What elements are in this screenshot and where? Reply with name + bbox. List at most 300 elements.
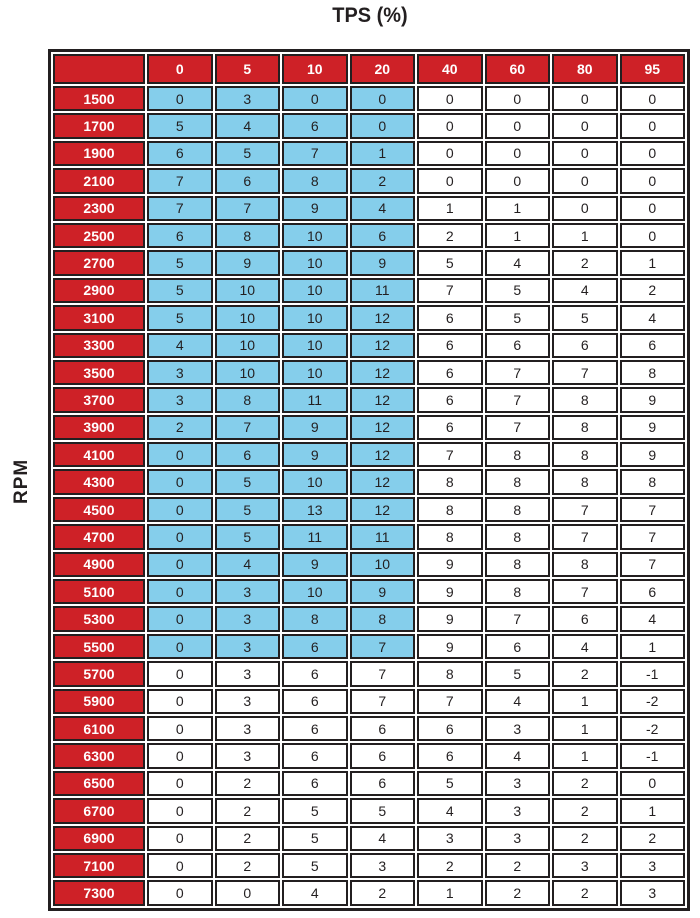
- map-value-cell: 0: [417, 113, 483, 138]
- map-value-cell: 11: [282, 524, 348, 549]
- map-value-cell: 9: [282, 552, 348, 577]
- table-row: [53, 798, 685, 823]
- map-value-cell: 3: [147, 360, 213, 385]
- map-value-cell: 0: [552, 196, 618, 221]
- map-value-cell: 7: [417, 689, 483, 714]
- map-value-cell: 10: [282, 469, 348, 494]
- map-value-cell: 10: [215, 305, 281, 330]
- map-value-cell: 0: [282, 86, 348, 111]
- map-value-cell: 10: [215, 333, 281, 358]
- map-value-cell: 1: [552, 716, 618, 741]
- rpm-label-cell-4900: 4900: [53, 552, 145, 577]
- map-value-cell: 6: [552, 333, 618, 358]
- table-row: [53, 524, 685, 549]
- map-value-cell: 9: [417, 606, 483, 631]
- map-value-cell: 5: [485, 278, 551, 303]
- map-value-cell: -1: [620, 743, 686, 768]
- map-value-cell: 4: [350, 196, 416, 221]
- corner-cell: [53, 54, 145, 84]
- map-value-cell: 6: [417, 360, 483, 385]
- map-value-cell: 4: [552, 634, 618, 659]
- map-value-cell: 3: [485, 771, 551, 796]
- map-value-cell: 2: [552, 798, 618, 823]
- map-value-cell: 5: [147, 113, 213, 138]
- map-value-cell: 6: [417, 415, 483, 440]
- map-value-cell: 0: [485, 86, 551, 111]
- map-value-cell: 12: [350, 305, 416, 330]
- rpm-label-cell-5700: 5700: [53, 661, 145, 686]
- map-value-cell: 8: [620, 360, 686, 385]
- map-value-cell: 0: [552, 168, 618, 193]
- rpm-label-cell-6300: 6300: [53, 743, 145, 768]
- map-value-cell: 10: [215, 360, 281, 385]
- map-value-cell: 7: [485, 387, 551, 412]
- table-header: [53, 54, 685, 84]
- map-value-cell: 8: [552, 442, 618, 467]
- rpm-axis-label: RPM: [11, 458, 32, 504]
- rpm-label-cell-5500: 5500: [53, 634, 145, 659]
- map-value-cell: 8: [417, 524, 483, 549]
- map-value-cell: 7: [350, 689, 416, 714]
- map-value-cell: 0: [147, 826, 213, 851]
- map-value-cell: 6: [485, 634, 551, 659]
- map-value-cell: 0: [147, 469, 213, 494]
- map-value-cell: 4: [620, 606, 686, 631]
- map-value-cell: 8: [552, 415, 618, 440]
- map-value-cell: 0: [147, 442, 213, 467]
- map-value-cell: 0: [147, 743, 213, 768]
- rpm-label-cell-3900: 3900: [53, 415, 145, 440]
- map-value-cell: 12: [350, 387, 416, 412]
- map-value-cell: 5: [215, 524, 281, 549]
- map-value-cell: 8: [282, 606, 348, 631]
- rpm-label-cell-2900: 2900: [53, 278, 145, 303]
- table-title: TPS (%): [332, 4, 408, 27]
- rpm-label-cell-3100: 3100: [53, 305, 145, 330]
- map-value-cell: 6: [620, 579, 686, 604]
- rpm-label-cell-3300: 3300: [53, 333, 145, 358]
- rpm-label-cell-1900: 1900: [53, 141, 145, 166]
- map-value-cell: 8: [485, 552, 551, 577]
- map-value-cell: 10: [350, 552, 416, 577]
- table-row: [53, 113, 685, 138]
- map-value-cell: 6: [350, 223, 416, 248]
- map-value-cell: 0: [350, 113, 416, 138]
- tps-header-cell-0: 0: [147, 54, 213, 84]
- table-row: [53, 497, 685, 522]
- map-value-cell: 0: [147, 497, 213, 522]
- map-value-cell: 6: [282, 716, 348, 741]
- map-value-cell: 6: [147, 141, 213, 166]
- map-value-cell: 7: [215, 415, 281, 440]
- map-value-cell: -2: [620, 716, 686, 741]
- map-value-cell: 8: [350, 606, 416, 631]
- map-value-cell: 0: [147, 771, 213, 796]
- map-value-cell: 0: [350, 86, 416, 111]
- table-row: [53, 771, 685, 796]
- map-value-cell: 10: [215, 278, 281, 303]
- map-value-cell: 5: [282, 798, 348, 823]
- map-value-cell: 12: [350, 469, 416, 494]
- map-value-cell: 0: [147, 880, 213, 906]
- map-value-cell: 9: [282, 196, 348, 221]
- map-value-cell: 6: [350, 743, 416, 768]
- map-value-cell: 5: [350, 798, 416, 823]
- map-value-cell: 6: [282, 113, 348, 138]
- map-value-cell: 8: [215, 223, 281, 248]
- map-value-cell: 0: [552, 113, 618, 138]
- tps-header-row: [53, 54, 685, 84]
- map-value-cell: 1: [552, 223, 618, 248]
- map-value-cell: 3: [485, 716, 551, 741]
- rpm-label-cell-1500: 1500: [53, 86, 145, 111]
- rpm-label-cell-2500: 2500: [53, 223, 145, 248]
- map-value-cell: 2: [215, 853, 281, 878]
- map-value-cell: 0: [485, 113, 551, 138]
- rpm-label-cell-5900: 5900: [53, 689, 145, 714]
- map-value-cell: 7: [147, 168, 213, 193]
- map-value-cell: 7: [485, 415, 551, 440]
- map-value-cell: 5: [215, 141, 281, 166]
- map-value-cell: 6: [282, 743, 348, 768]
- map-value-cell: 10: [282, 579, 348, 604]
- map-value-cell: 12: [350, 360, 416, 385]
- map-value-cell: 2: [417, 853, 483, 878]
- map-value-cell: 8: [620, 469, 686, 494]
- map-value-cell: 3: [552, 853, 618, 878]
- rpm-label-cell-4100: 4100: [53, 442, 145, 467]
- map-value-cell: 5: [485, 661, 551, 686]
- map-value-cell: 4: [350, 826, 416, 851]
- table-row: [53, 168, 685, 193]
- map-value-cell: 5: [147, 250, 213, 275]
- rpm-label-cell-4700: 4700: [53, 524, 145, 549]
- map-value-cell: 3: [215, 743, 281, 768]
- map-value-cell: 2: [417, 223, 483, 248]
- map-value-cell: 6: [215, 442, 281, 467]
- map-value-cell: 7: [417, 278, 483, 303]
- map-value-cell: 6: [417, 333, 483, 358]
- map-value-cell: 4: [147, 333, 213, 358]
- tps-header-cell-95: 95: [620, 54, 686, 84]
- map-value-cell: 0: [147, 798, 213, 823]
- map-value-cell: 6: [485, 333, 551, 358]
- map-value-cell: 7: [552, 497, 618, 522]
- map-value-cell: 3: [417, 826, 483, 851]
- rpm-label-cell-7300: 7300: [53, 880, 145, 906]
- map-value-cell: 4: [485, 689, 551, 714]
- map-value-cell: 9: [215, 250, 281, 275]
- table-row: [53, 880, 685, 906]
- map-value-cell: 9: [282, 442, 348, 467]
- map-value-cell: 4: [485, 250, 551, 275]
- map-value-cell: 8: [552, 469, 618, 494]
- table-row: [53, 634, 685, 659]
- map-value-cell: 6: [620, 333, 686, 358]
- map-value-cell: 2: [350, 880, 416, 906]
- map-value-cell: 0: [552, 86, 618, 111]
- rpm-label-cell-3700: 3700: [53, 387, 145, 412]
- map-value-cell: 7: [147, 196, 213, 221]
- map-value-cell: 2: [485, 880, 551, 906]
- map-value-cell: 5: [552, 305, 618, 330]
- map-value-cell: 2: [620, 278, 686, 303]
- rpm-label-cell-5300: 5300: [53, 606, 145, 631]
- map-value-cell: 0: [620, 113, 686, 138]
- map-value-cell: 9: [350, 250, 416, 275]
- rpm-label-cell-1700: 1700: [53, 113, 145, 138]
- map-value-cell: 3: [215, 661, 281, 686]
- rpm-label-cell-5100: 5100: [53, 579, 145, 604]
- map-value-cell: 8: [215, 387, 281, 412]
- map-value-cell: 11: [350, 524, 416, 549]
- table-row: [53, 250, 685, 275]
- rpm-label-cell-6900: 6900: [53, 826, 145, 851]
- map-value-cell: 8: [552, 387, 618, 412]
- map-value-cell: 0: [147, 606, 213, 631]
- tps-header-cell-5: 5: [215, 54, 281, 84]
- map-value-cell: 6: [417, 387, 483, 412]
- map-value-cell: 6: [350, 716, 416, 741]
- map-value-cell: -1: [620, 661, 686, 686]
- map-value-cell: 1: [417, 196, 483, 221]
- map-value-cell: 8: [485, 497, 551, 522]
- table-row: [53, 469, 685, 494]
- rpm-label-cell-7100: 7100: [53, 853, 145, 878]
- map-value-cell: 1: [620, 250, 686, 275]
- map-value-cell: 7: [215, 196, 281, 221]
- map-value-cell: 2: [350, 168, 416, 193]
- map-value-cell: 7: [350, 634, 416, 659]
- rpm-label-cell-2300: 2300: [53, 196, 145, 221]
- map-value-cell: 7: [282, 141, 348, 166]
- map-value-cell: 8: [485, 469, 551, 494]
- map-value-cell: 8: [282, 168, 348, 193]
- map-value-cell: 7: [552, 579, 618, 604]
- table-row: [53, 278, 685, 303]
- map-value-cell: 0: [620, 223, 686, 248]
- table-row: [53, 826, 685, 851]
- map-value-cell: 0: [147, 524, 213, 549]
- tps-rpm-map-table: [48, 49, 690, 911]
- map-value-cell: 9: [620, 415, 686, 440]
- map-value-cell: 6: [215, 168, 281, 193]
- map-value-cell: 0: [417, 86, 483, 111]
- map-value-cell: 9: [417, 634, 483, 659]
- map-value-cell: 4: [282, 880, 348, 906]
- map-value-cell: 9: [620, 387, 686, 412]
- map-value-cell: 0: [147, 853, 213, 878]
- rpm-label-cell-4500: 4500: [53, 497, 145, 522]
- map-value-cell: 3: [147, 387, 213, 412]
- table-row: [53, 716, 685, 741]
- map-value-cell: 10: [282, 278, 348, 303]
- map-value-cell: -2: [620, 689, 686, 714]
- map-value-cell: 2: [620, 826, 686, 851]
- map-value-cell: 3: [215, 606, 281, 631]
- map-value-cell: 8: [552, 552, 618, 577]
- map-value-cell: 6: [282, 689, 348, 714]
- table-row: [53, 333, 685, 358]
- map-value-cell: 6: [417, 743, 483, 768]
- table-row: [53, 552, 685, 577]
- map-value-cell: 2: [147, 415, 213, 440]
- map-value-cell: 0: [620, 771, 686, 796]
- rpm-label-cell-6100: 6100: [53, 716, 145, 741]
- map-value-cell: 5: [147, 305, 213, 330]
- map-value-cell: 6: [417, 305, 483, 330]
- map-value-cell: 4: [215, 113, 281, 138]
- map-value-cell: 0: [147, 552, 213, 577]
- map-value-cell: 12: [350, 442, 416, 467]
- table-row: [53, 196, 685, 221]
- map-value-cell: 2: [485, 853, 551, 878]
- map-value-cell: 2: [215, 798, 281, 823]
- map-value-cell: 5: [147, 278, 213, 303]
- table-row: [53, 689, 685, 714]
- map-value-cell: 8: [417, 661, 483, 686]
- table-row: [53, 442, 685, 467]
- map-value-cell: 10: [282, 360, 348, 385]
- map-value-cell: 3: [620, 880, 686, 906]
- map-value-cell: 9: [417, 552, 483, 577]
- map-value-cell: 0: [620, 196, 686, 221]
- map-value-cell: 2: [215, 826, 281, 851]
- map-value-cell: 9: [282, 415, 348, 440]
- map-value-cell: 9: [350, 579, 416, 604]
- map-value-cell: 8: [485, 524, 551, 549]
- tps-header-cell-10: 10: [282, 54, 348, 84]
- map-value-cell: 0: [552, 141, 618, 166]
- map-value-cell: 6: [282, 634, 348, 659]
- map-value-cell: 7: [485, 606, 551, 631]
- map-value-cell: 1: [350, 141, 416, 166]
- map-value-cell: 7: [620, 524, 686, 549]
- map-value-cell: 6: [552, 606, 618, 631]
- rpm-label-cell-6700: 6700: [53, 798, 145, 823]
- map-value-cell: 10: [282, 305, 348, 330]
- map-value-cell: 7: [620, 552, 686, 577]
- table-row: [53, 223, 685, 248]
- map-value-cell: 1: [552, 689, 618, 714]
- rpm-label-cell-4300: 4300: [53, 469, 145, 494]
- map-value-cell: 0: [620, 86, 686, 111]
- map-value-cell: 1: [620, 634, 686, 659]
- map-value-cell: 7: [350, 661, 416, 686]
- map-value-cell: 8: [417, 469, 483, 494]
- map-value-cell: 3: [215, 716, 281, 741]
- map-value-cell: 6: [350, 771, 416, 796]
- map-value-cell: 2: [552, 771, 618, 796]
- map-value-cell: 4: [620, 305, 686, 330]
- map-value-cell: 8: [485, 579, 551, 604]
- map-value-cell: 8: [417, 497, 483, 522]
- map-value-cell: 5: [417, 250, 483, 275]
- map-value-cell: 4: [552, 278, 618, 303]
- map-value-cell: 4: [417, 798, 483, 823]
- map-value-cell: 5: [485, 305, 551, 330]
- map-value-cell: 11: [350, 278, 416, 303]
- table-row: [53, 853, 685, 878]
- map-value-cell: 12: [350, 415, 416, 440]
- map-value-cell: 5: [215, 469, 281, 494]
- table-row: [53, 305, 685, 330]
- map-value-cell: 8: [485, 442, 551, 467]
- map-value-cell: 2: [552, 661, 618, 686]
- map-value-cell: 7: [552, 524, 618, 549]
- map-value-cell: 2: [552, 826, 618, 851]
- map-value-cell: 5: [282, 826, 348, 851]
- map-value-cell: 0: [417, 141, 483, 166]
- map-value-cell: 0: [417, 168, 483, 193]
- table-row: [53, 661, 685, 686]
- map-value-cell: 7: [417, 442, 483, 467]
- map-value-cell: 7: [552, 360, 618, 385]
- map-value-cell: 0: [620, 141, 686, 166]
- map-value-cell: 12: [350, 333, 416, 358]
- map-value-cell: 10: [282, 250, 348, 275]
- map-value-cell: 12: [350, 497, 416, 522]
- map-value-cell: 6: [147, 223, 213, 248]
- map-value-cell: 1: [552, 743, 618, 768]
- rpm-label-cell-3500: 3500: [53, 360, 145, 385]
- map-value-cell: 13: [282, 497, 348, 522]
- tps-header-cell-60: 60: [485, 54, 551, 84]
- map-value-cell: 5: [282, 853, 348, 878]
- rpm-label-cell-2700: 2700: [53, 250, 145, 275]
- table-row: [53, 86, 685, 111]
- map-value-cell: 0: [147, 579, 213, 604]
- map-value-cell: 1: [485, 196, 551, 221]
- map-value-cell: 11: [282, 387, 348, 412]
- table-row: [53, 387, 685, 412]
- map-value-cell: 1: [485, 223, 551, 248]
- tps-header-cell-40: 40: [417, 54, 483, 84]
- map-value-cell: 0: [485, 141, 551, 166]
- map-value-cell: 4: [215, 552, 281, 577]
- table-body: [53, 86, 685, 906]
- tps-header-cell-20: 20: [350, 54, 416, 84]
- map-value-cell: 7: [485, 360, 551, 385]
- map-value-cell: 3: [215, 86, 281, 111]
- table-row: [53, 360, 685, 385]
- map-value-cell: 0: [147, 86, 213, 111]
- map-value-cell: 5: [417, 771, 483, 796]
- map-value-cell: 0: [485, 168, 551, 193]
- table-row: [53, 606, 685, 631]
- map-value-cell: 0: [147, 689, 213, 714]
- map-value-cell: 6: [282, 661, 348, 686]
- map-value-cell: 4: [485, 743, 551, 768]
- rpm-label-cell-6500: 6500: [53, 771, 145, 796]
- map-value-cell: 10: [282, 333, 348, 358]
- map-value-cell: 3: [620, 853, 686, 878]
- map-value-cell: 9: [620, 442, 686, 467]
- map-value-cell: 2: [552, 250, 618, 275]
- map-value-cell: 5: [215, 497, 281, 522]
- map-value-cell: 3: [350, 853, 416, 878]
- map-value-cell: 3: [215, 689, 281, 714]
- map-value-cell: 6: [417, 716, 483, 741]
- table-row: [53, 743, 685, 768]
- map-value-cell: 0: [147, 634, 213, 659]
- map-value-cell: 2: [215, 771, 281, 796]
- map-value-cell: 3: [215, 579, 281, 604]
- map-value-cell: 1: [417, 880, 483, 906]
- map-value-cell: 6: [282, 771, 348, 796]
- map-value-cell: 3: [485, 798, 551, 823]
- tps-header-cell-80: 80: [552, 54, 618, 84]
